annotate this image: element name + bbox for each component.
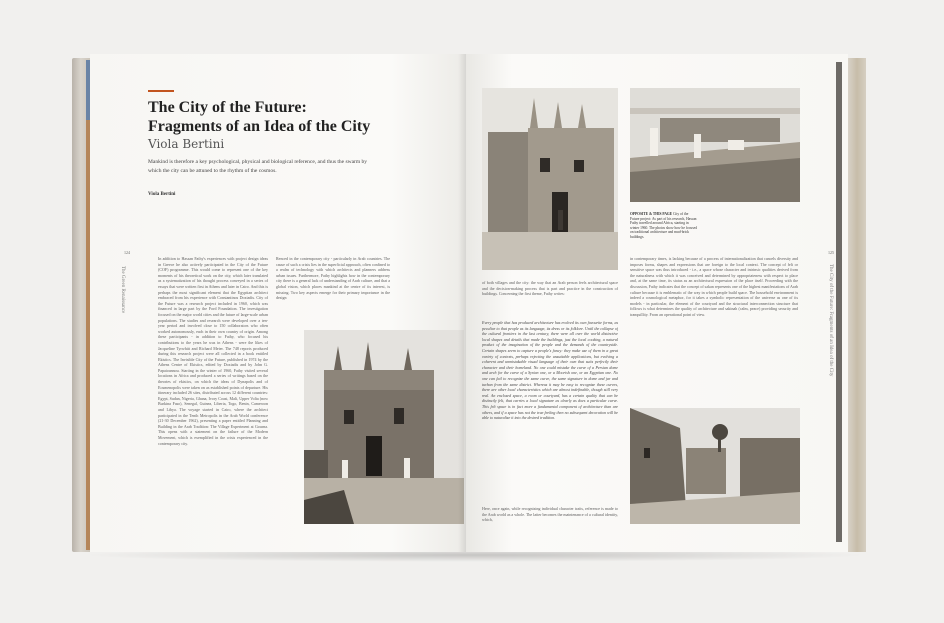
photo-village-alley-art	[630, 408, 800, 524]
left-running-head: The Green Renaissance	[120, 266, 125, 314]
title-line-2: Fragments of an Idea of the City	[148, 118, 371, 135]
photo-mud-building-street-art	[304, 330, 464, 524]
left-page	[90, 54, 466, 552]
right-page-number: 125	[828, 250, 834, 255]
right-page	[466, 54, 848, 552]
body-column-1: In addition to Hassan Fathy's experiences with project design ideas in Greece he also actively participated in the City of the Future (COF) programme. This would come to represent one of the key moments of his theoretical work on the city, which later translated as a systematization of his thought process conveyed in a series of essays that were written first in Athens and later in Cairo. And this is perhaps the most significant element that the Egyptian architect embraced from his experience with Constantinos Doxiadis. City of the Future was a research project included in 1960, which was financed in large part by the Ford Foundation. The investigation focused on the major world cities and the future of large-scale urban populations. The studies and research were developed over a ten-year period and involved close to 150 collaborators who often worked autonomously, each in their own country of origin. Among these participants - in addition to Fathy, who focused his contributions to the years he was in Athens - were the likes of Jacqueline Tyrwhitt and Richard Meier. The 748 reports produced during this research project were all collected in a book entitled Ekistics. The Invisible City of the Future, published in 1974 by the Athens Centre of Ekistics, edited by Doxiadis and by John G. Papaioannou. Starting in the winter of 1960, Fathy visited several locations in Africa and produced a series of writings based on the theories of ekistics, on which the ideas of Dynapolis and of Ecumenopolis were taken on as established points of departure. His itinerary included 26 sites, distributed across 12 different countries: Egypt, Sudan, Nigeria, Ghana, Ivory Coast, Mali, Upper Volta (now Burkina Faso), Senegal, Guinea, Liberia, Togo, Benin, Cameroon and Libya. The voyage started in Cairo, where the architect participated in the Tenth Metropolis in the Arab World conference (21-30 December 1962), presenting a paper entitled Planning and Building in the Arab Tradition: The Village Experiment at Gourna. This opens with a statement on the failure of the Modern Movement, which is exemplified in the crisis experienced in the contemporary city.	[158, 256, 268, 446]
body-column-3-top: of both villages and the city: the way that an Arab person feels architectural space and the decision-making process that is part and practice in the construction of buildings. Concerning the first theme, Fathy writes:	[482, 280, 618, 297]
body-column-3-quote: Every people that has produced architecture has evolved its own favourite forms, as peculiar to that people as its language, its dress or its folklore. Until the collapse of the cultural frontiers in the last century, there were all over the world distinctive local shapes and details that made the buildings, just the local cooking, a natural product of the imagination of the people and the demands of the countryside. Certain shapes seem to capture a people's fancy: they make use of them in a great variety of contexts, perhaps rejecting the unsuitable applications, but evolving a coherent and unmistakable visual language of their own that suits perfectly their character and their homeland. No one could mistake the curve of a Persian dome and arch for the curve of a Syrian one, or a Moorish one, or an Egyptian one. No one can fail to recognize the same curve, the same signature in dome and jar and turban from the same district. Whereas it may be easy to recognize these curves, there are other local characteristics which are almost indefinable, though still very real. An enclosed space, a room or courtyard, has a certain quality that can be distinctly felt, that carries a local signature as clearly as does a particular curve. This felt space is in fact more a fundamental component of architecture than are others, and if a space has not the true feeling then no subsequent decoration will be able to naturalize it into the desired tradition.	[482, 320, 618, 421]
right-running-head: The City of the Future: Fragments of an Idea of the City	[828, 264, 833, 377]
right-page-edges	[848, 58, 866, 552]
cover-dark-strip	[836, 62, 842, 542]
open-book	[72, 54, 866, 552]
body-column-2: Renced in the contemporary city - particularly in Arab countries. The cause of such a crisis lies in the superficial approach, often confined to a realm of technology with which architects and planners address urban issues. Furthermore, Fathy highlights how in the contemporary city there is a general lack of understanding of Arab culture, and that a global vision, which places mankind at the centre of its interest, is missing. Two key aspects emerge for their primary importance in the design	[276, 256, 390, 301]
body-column-3-bottom: Here, once again, while recognizing individual character traits, reference is made to the Arab world as a whole. The latter becomes the maintenance of a cultural identity, which,	[482, 506, 618, 523]
article-author: Viola Bertini	[148, 137, 225, 151]
title-line-1: The City of the Future:	[148, 99, 307, 116]
left-page-number: 124	[124, 250, 130, 255]
body-column-4: in contemporary times, is lacking because of a process of internationalization that cancels diversity and imposes forms, shapes and expressions that are foreign to the local context. The concept of felt or sensitive space was thus introduced - i.e., a space whose character and intrinsic qualities derived from the naturalness with which it was conceived and determined by appropriateness with respect to place and, at the same time, its status as an architectural expression of the place itself. Proceeding with the discussion, Fathy indicates that the concept of sakan represents one of the highest manifestations of Arab culture because it is emblematic of the way in which people build space. The household environment is indeed a cosmological metaphor, for it takes a symbolic representation of the universe as one of its models - in particular, the element of the courtyard and the structural interconnection structure that follows is what determines the quality of architecture and sakinah (calm, peace) providing security and tranquillity. From an operational point of view.	[630, 256, 798, 317]
caption-label: OPPOSITE & THIS PAGE	[630, 212, 673, 216]
caption-text: City of the Future project: As part of his research, Hassan Fathy travelled around Africa, starting in winter 1960. The photos show how he focused on traditional architecture and mud-brick buildings.	[630, 212, 698, 239]
article-title	[148, 98, 428, 136]
photo-workers-on-wall	[630, 88, 800, 202]
photo-village-alley	[630, 408, 800, 524]
title-accent-rule	[148, 90, 174, 92]
epigraph-author: Viola Bertini	[148, 192, 176, 197]
photo-caption	[630, 212, 698, 240]
photo-mud-brick-minarets	[482, 88, 618, 270]
photo-mud-building-street	[304, 330, 464, 524]
photo-workers-on-wall-art	[630, 88, 800, 202]
epigraph: Mankind is therefore a key psychological, physical and biological reference, and thus the swarm by which the city can be attuned to the rhythm of the cosmos.	[148, 159, 368, 174]
photo-mud-brick-minarets-art	[482, 88, 618, 270]
